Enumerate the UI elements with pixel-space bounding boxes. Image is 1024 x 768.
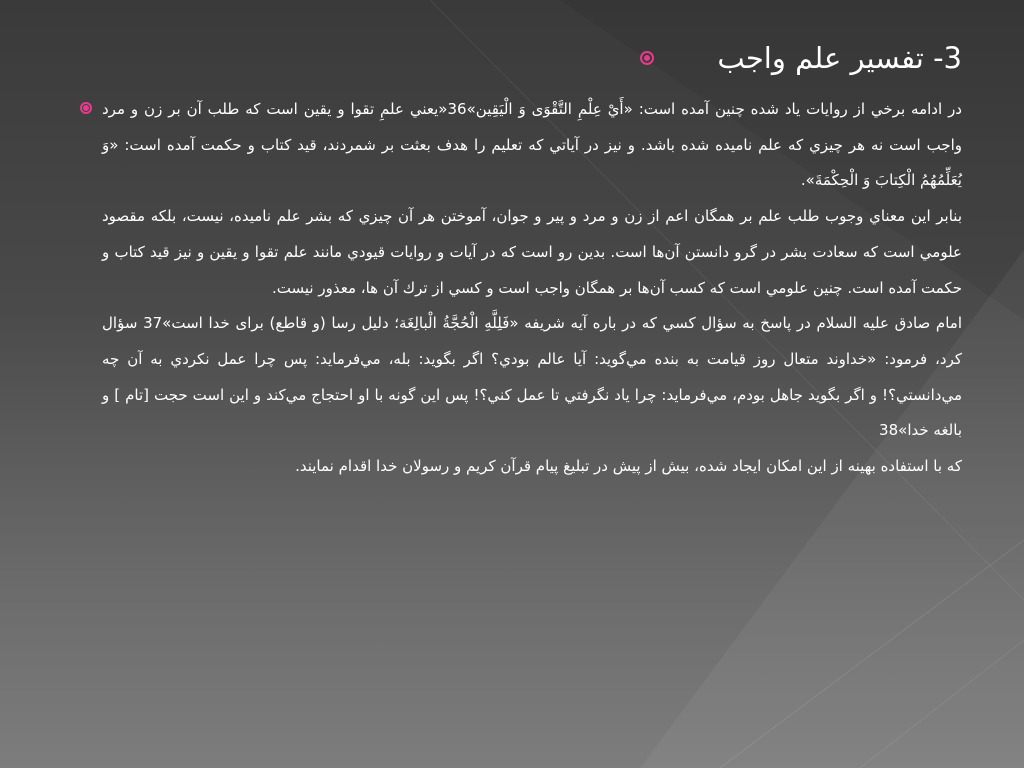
slide-body (102, 92, 962, 485)
body-bullet-icon (80, 102, 92, 114)
title-row (560, 36, 962, 80)
body-paragraph: در ادامه برخي از روايات ياد شده چنين آمده است: «أَيْ عِلْمِ التَّقْوَى وَ الْيَقِين»36«يعني علمِ تقوا و يقين است كه طلب آن بر زن و مرد واجب است نه هر چيزي كه علم ناميده شده باشد. و نيز در آياتي كه تعليم را هدف بعثت بر شمردند، قيد كتاب و حكمت آمده است: «وَ يُعَلِّمُهُمُ الْكِتابَ وَ الْحِكْمَةَ». (102, 100, 962, 190)
slide-title: 3- تفسير علم واجب (717, 41, 962, 75)
body-paragraph: امام صادق عليه السلام در پاسخ به سؤال كسي كه در باره آيه شريفه «فَلِلَّهِ الْحُجَّةُ الْبالِغَة؛ دليل رسا (و قاطع) براى خدا است»37 سؤال كرد، فرمود: «خداوند متعال روز قيامت به بنده مي‌گويد: آيا عالم بودي؟ اگر بگويد: بله، مي‌فرمايد: پس چرا عمل نكردي به آن چه مي‌دانستي؟! و اگر بگويد جاهل بودم، مي‌فرمايد: چرا ياد نگرفتي تا عمل كني؟! پس اين گونه با او احتجاج مي‌كند و اين است حجت [تام ] و بالغه خدا»38 (102, 314, 962, 440)
body-paragraph: بنابر اين معناي وجوب طلب علم بر همگان اعم از زن و مرد و پير و جوان، آموختن هر آن چيزي كه بشر علم ناميده، نيست، بلكه مقصود علومي است كه سعادت بشر در گرو دانستن آن‌ها است. بدين رو است كه در آيات و روايات قيودي مانند علم تقوا و يقين و نيز قيد كتاب و حكمت آمده است. چنين علومي است كه كسب آن‌ها بر همگان واجب است و كسي از ترك آن ها، معذور نيست. (102, 207, 962, 297)
body-paragraph: كه با استفاده بهينه از اين امكان ايجاد شده، بيش از پيش در تبليغ پيام قرآن كريم و رسولان خدا اقدام نمايند. (295, 457, 962, 476)
